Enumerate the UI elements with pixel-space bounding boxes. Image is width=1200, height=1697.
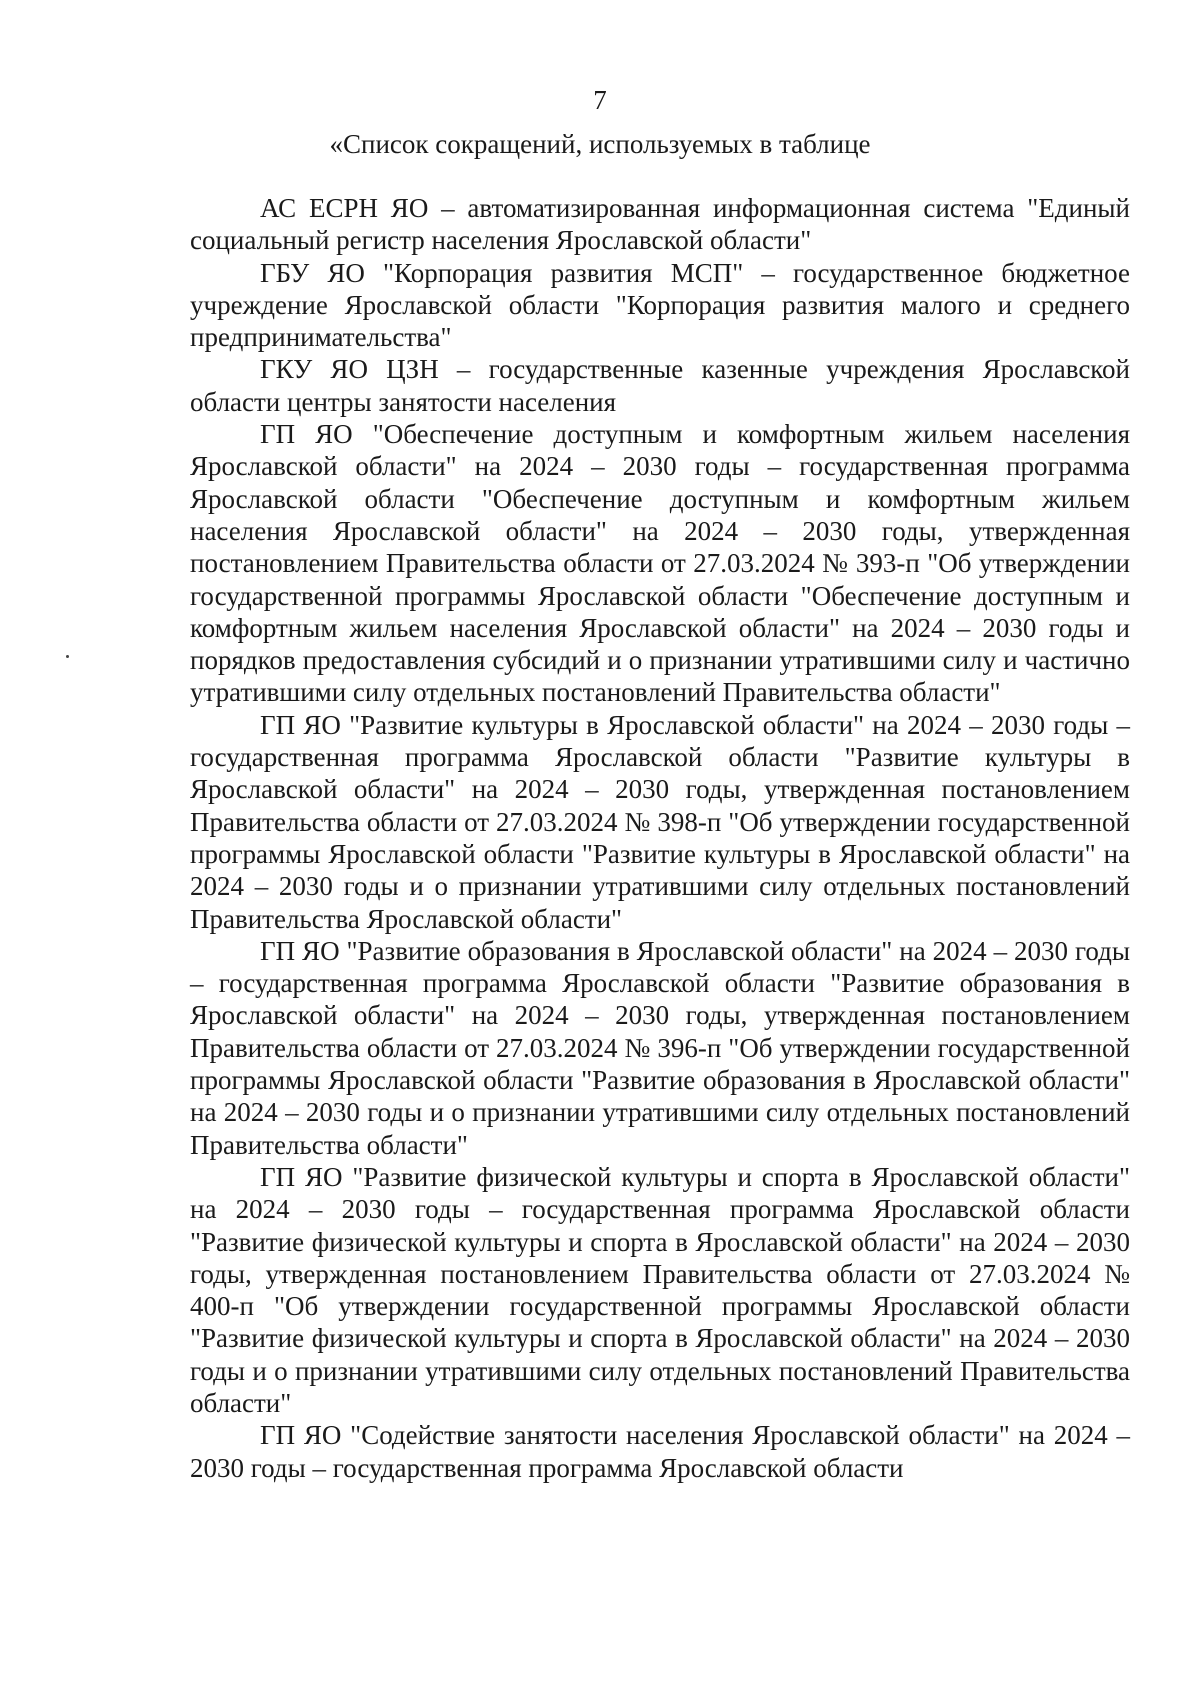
abbreviation-entry-gbu-msp: ГБУ ЯО "Корпорация развития МСП" – государственное бюджетное учреждение Ярославской области "Корпорация развития малого и среднего предпринимательства" (190, 257, 1130, 353)
abbreviations-list (190, 192, 1130, 1484)
abbreviation-entry-gp-culture: ГП ЯО "Развитие культуры в Ярославской области" на 2024 – 2030 годы – государственная программа Ярославской области "Развитие культуры в Ярославской области" на 2024 – 2030 годы, утвержденная постановлением Правительства области от 27.03.2024 № 398-п "Об утверждении государственной программы Ярославской области "Развитие культуры в Ярославской области" на 2024 – 2030 годы и о признании утратившими силу отдельных постановлений Правительства Ярославской области" (190, 709, 1130, 934)
scan-speck (66, 655, 69, 658)
abbreviation-entry-gp-education: ГП ЯО "Развитие образования в Ярославской области" на 2024 – 2030 годы – государственная программа Ярославской области "Развитие образования в Ярославской области" на 2024 – 2030 годы, утвержденная постановлением Правительства области от 27.03.2024 № 396-п "Об утверждении государственной программы Ярославской области "Развитие образования в Ярославской области" на 2024 – 2030 годы и о признании утратившими силу отдельных постановлений Правительства области" (190, 935, 1130, 1160)
abbreviations-heading: «Список сокращений, используемых в таблице (329, 129, 871, 159)
abbreviation-entry-gp-employment: ГП ЯО "Содействие занятости населения Ярославской области" на 2024 – 2030 годы – государственная программа Ярославской области (190, 1420, 1130, 1483)
page-number: 7 (593, 85, 607, 115)
abbreviation-entry-as-esrn: АС ЕСРН ЯО – автоматизированная информационная система "Единый социальный регистр населения Ярославской области" (190, 193, 1130, 256)
abbreviation-entry-gp-sport: ГП ЯО "Развитие физической культуры и спорта в Ярославской области" на 2024 – 2030 годы – государственная программа Ярославской области "Развитие физической культуры и спорта в Ярославской области" на 2024 – 2030 годы, утвержденная постановлением Правительства области от 27.03.2024 № 400-п "Об утверждении государственной программы Ярославской области "Развитие физической культуры и спорта в Ярославской области" на 2024 – 2030 годы и о признании утратившими силу отдельных постановлений Правительства области" (190, 1161, 1130, 1418)
abbreviation-entry-gp-housing: ГП ЯО "Обеспечение доступным и комфортным жильем населения Ярославской области" на 2024 – 2030 годы – государственная программа Ярославской области "Обеспечение доступным и комфортным жильем населения Ярославской области" на 2024 – 2030 годы, утвержденная постановлением Правительства области от 27.03.2024 № 393-п "Об утверждении государственной программы Ярославской области "Обеспечение доступным и комфортным жильем населения Ярославской области" на 2024 – 2030 годы и порядков предоставления субсидий и о признании утратившими силу и частично утратившими силу отдельных постановлений Правительства области" (190, 419, 1130, 708)
abbreviation-entry-gku-czn: ГКУ ЯО ЦЗН – государственные казенные учреждения Ярославской области центры занятости населения (190, 354, 1130, 417)
